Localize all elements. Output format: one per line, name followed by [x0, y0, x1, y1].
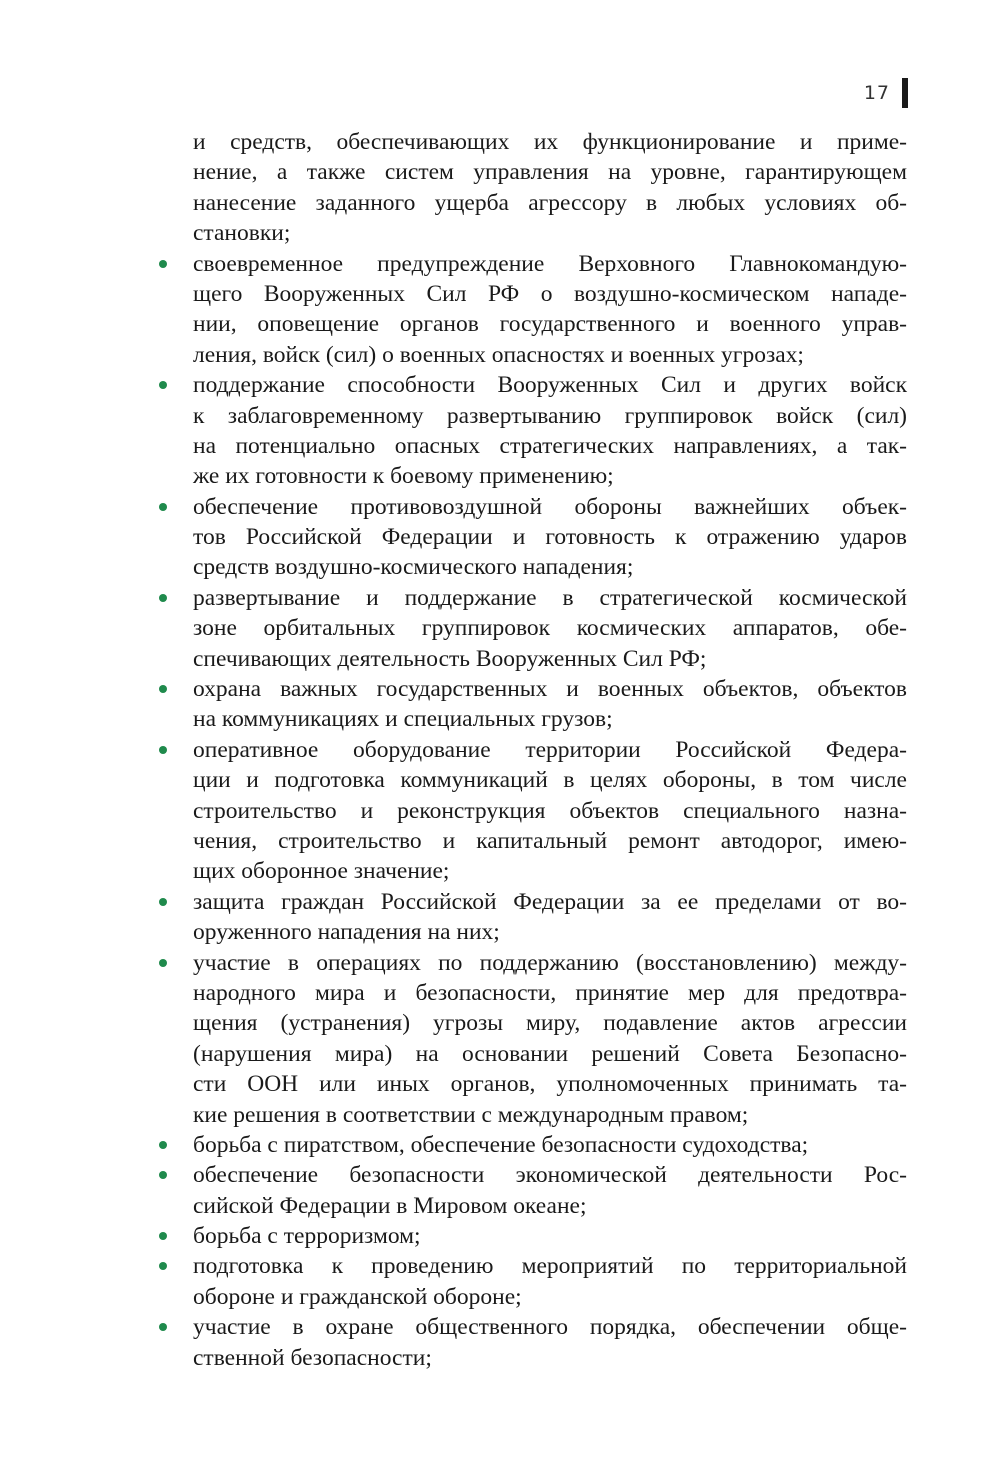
bullet-dot-icon	[159, 260, 167, 268]
text-line: обеспечение противовоздушной обороны важнейших объек-	[193, 493, 907, 520]
list-item	[193, 948, 907, 1130]
text-line: строительство и реконструкция объектов специального назна-	[193, 797, 907, 824]
text-line: обороне и гражданской обороне;	[193, 1283, 522, 1310]
text-line: зоне орбитальных группировок космических аппаратов, обе-	[193, 615, 907, 642]
page-header	[864, 78, 908, 108]
text-line: же их готовности к боевому применению;	[193, 463, 614, 490]
text-line: оперативное оборудование территории Российской Федера-	[193, 736, 907, 763]
text-line: народного мира и безопасности, принятие мер для предотвра-	[193, 979, 907, 1006]
text-line: обеспечение безопасности экономической деятельности Рос-	[193, 1162, 907, 1189]
text-line: нение, а также систем управления на уровне, гарантирующем	[193, 159, 907, 186]
text-line: становки;	[193, 220, 291, 247]
text-line: щего Вооруженных Сил РФ о воздушно-космическом нападе-	[193, 280, 907, 307]
text-line: на коммуникациях и специальных грузов;	[193, 706, 613, 733]
bullet-dot-icon	[159, 1171, 167, 1179]
text-line: сийской Федерации в Мировом океане;	[193, 1192, 587, 1219]
bullet-dot-icon	[159, 594, 167, 602]
text-line: развертывание и поддержание в стратегической космической	[193, 584, 907, 611]
text-line: (нарушения мира) на основании решений Совета Безопасно-	[193, 1040, 907, 1067]
list-item	[193, 735, 907, 887]
bullet-dot-icon	[159, 1262, 167, 1270]
bullet-dot-icon	[159, 959, 167, 967]
list-item	[193, 1251, 907, 1312]
list-item	[193, 1221, 907, 1251]
text-line: борьба с пиратством, обеспечение безопасности судоходства;	[193, 1131, 809, 1158]
list-item	[193, 1160, 907, 1221]
bullet-dot-icon	[159, 381, 167, 389]
text-line: борьба с терроризмом;	[193, 1223, 421, 1250]
list-item	[193, 370, 907, 492]
text-line: подготовка к проведению мероприятий по территориальной	[193, 1253, 907, 1280]
list-item	[193, 249, 907, 371]
text-line: оруженного нападения на них;	[193, 919, 500, 946]
text-line: и средств, обеспечивающих их функционирование и приме-	[193, 129, 907, 155]
text-line: щих оборонное значение;	[193, 858, 450, 885]
page-number: 17	[863, 82, 890, 104]
page-body	[193, 127, 907, 1373]
text-line: поддержание способности Вооруженных Сил и других войск	[193, 372, 907, 399]
bullet-dot-icon	[159, 898, 167, 906]
bullet-dot-icon	[159, 1141, 167, 1149]
text-line: ции и подготовка коммуникаций в целях обороны, в том числе	[193, 767, 907, 794]
bullet-dot-icon	[159, 503, 167, 511]
list-item	[193, 674, 907, 735]
text-line: ления, войск (сил) о военных опасностях и военных угрозах;	[193, 341, 804, 368]
bullet-dot-icon	[159, 1323, 167, 1331]
list-item	[193, 1130, 907, 1160]
text-line: охрана важных государственных и военных объектов, объектов	[193, 676, 907, 703]
bullet-dot-icon	[159, 1232, 167, 1240]
bullet-list	[193, 249, 907, 1373]
text-line: нии, оповещение органов государственного и военного управ-	[193, 311, 907, 338]
list-item	[193, 1312, 907, 1373]
text-line: сти ООН или иных органов, уполномоченных принимать та-	[193, 1071, 907, 1098]
text-line: спечивающих деятельность Вооруженных Сил РФ;	[193, 645, 707, 672]
list-item	[193, 583, 907, 674]
list-item	[193, 887, 907, 948]
text-line: нанесение заданного ущерба агрессору в любых условиях об-	[193, 189, 907, 216]
text-line: чения, строительство и капитальный ремонт автодорог, имею-	[193, 827, 907, 854]
page-marker-bar	[902, 78, 908, 108]
text-line: на потенциально опасных стратегических направлениях, а так-	[193, 432, 907, 459]
text-line: защита граждан Российской Федерации за ее пределами от во-	[193, 888, 907, 915]
list-item	[193, 492, 907, 583]
text-line: тов Российской Федерации и готовность к отражению ударов	[193, 524, 907, 551]
continuation-paragraph	[193, 127, 907, 249]
text-line: своевременное предупреждение Верховного Главнокомандую-	[193, 250, 907, 277]
text-line: к заблаговременному развертыванию группировок войск (сил)	[193, 402, 907, 429]
bullet-dot-icon	[159, 746, 167, 754]
text-line: участие в операциях по поддержанию (восстановлению) между-	[193, 949, 907, 976]
text-line: кие решения в соответствии с международным правом;	[193, 1101, 749, 1128]
bullet-dot-icon	[159, 685, 167, 693]
text-line: щения (устранения) угрозы миру, подавление актов агрессии	[193, 1010, 907, 1037]
text-line: участие в охране общественного порядка, обеспечении обще-	[193, 1314, 907, 1341]
text-line: средств воздушно-космического нападения;	[193, 554, 634, 581]
text-line: ственной безопасности;	[193, 1344, 432, 1371]
